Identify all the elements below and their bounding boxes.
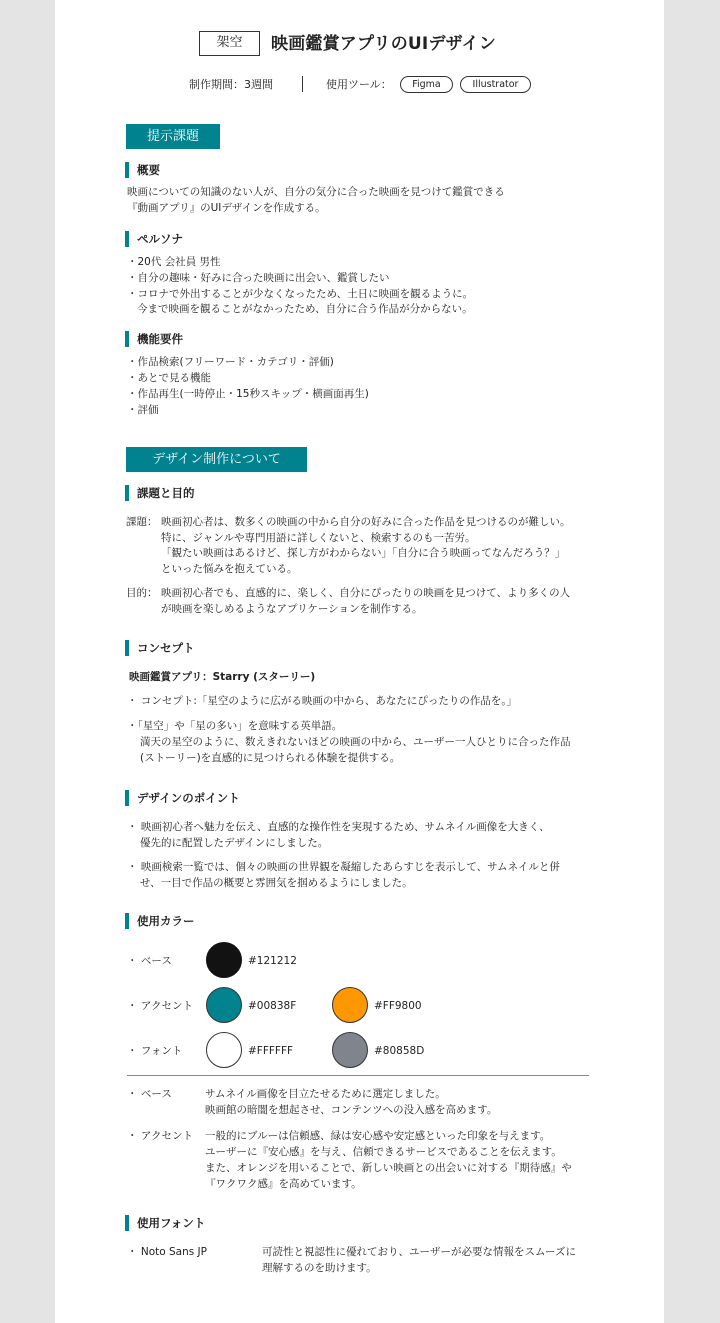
overview-line: 『動画アプリ』のUIデザインを作成する。 [127,202,326,214]
color-row-label: ・ フォント [127,1045,183,1057]
color-note-line: また、オレンジを用いることで、新しい映画との出会いに対する『期待感』や [205,1162,572,1174]
page-title: 映画鑑賞アプリのUIデザイン [271,34,497,54]
tool-pill-figma: Figma [400,76,453,93]
requirement-line: ・あとで見る機能 [127,372,211,384]
heading-accent-bar [125,231,129,247]
issue-label: 課題： [126,516,158,528]
requirement-line: ・評価 [127,404,159,416]
production-period: 制作期間：3週間 [189,78,273,91]
divider [127,1075,589,1076]
subheading-text: デザインのポイント [137,791,240,805]
heading-accent-bar [125,790,129,806]
persona-line: ・コロナで外出することが少なくなったため、土日に映画を観るように。 [127,288,474,300]
color-note-line: 映画館の暗闇を想起させ、コンテンツへの没入感を高めます。 [205,1104,498,1116]
meta-divider [302,76,303,92]
color-note-line: ユーザーに『安心感』を与え、信頼できるサービスであることを伝えます。 [205,1146,562,1158]
app-name: 映画鑑賞アプリ：Starry (スターリー) [129,671,316,683]
font-description-line: 可読性と視認性に優れており、ユーザーが必要な情報をスムーズに [262,1246,576,1258]
color-row-label: ・ ベース [127,955,172,967]
color-row-label: ・ アクセント [127,1000,194,1012]
issue-line: といった悩みを抱えている。 [161,563,298,575]
purpose-label: 目的： [126,587,158,599]
subheading-text: コンセプト [137,641,195,655]
heading-accent-bar [125,331,129,347]
subheading-text: 課題と目的 [137,486,195,500]
heading-accent-bar [125,162,129,178]
heading-accent-bar [125,913,129,929]
persona-line: ・自分の趣味・好みに合った映画に出会い、鑑賞したい [127,272,390,284]
requirement-line: ・作品検索(フリーワード・カテゴリ・評価) [127,356,334,368]
subheading-text: 概要 [137,163,160,177]
tool-pill-illustrator: Illustrator [460,76,531,93]
section-banner-brief: 提示課題 [126,124,220,149]
point-line: せ、一目で作品の概要と雰囲気を掴めるようにしました。 [140,877,413,889]
color-note-line: 一般的にブルーは信頼感、緑は安心感や安定感といった印象を与えます。 [205,1130,551,1142]
requirement-line: ・作品再生(一時停止・15秒スキップ・横画面再生) [127,388,369,400]
color-swatch-font-white [206,1032,242,1068]
heading-accent-bar [125,640,129,656]
heading-accent-bar [125,485,129,501]
heading-accent-bar [125,1215,129,1231]
point-bullet: ・ 映画検索一覧では、個々の映画の世界観を凝縮したあらすじを表示して、サムネイルと併 [127,861,560,873]
issue-line: 「観たい映画はあるけど、探し方がわからない」「自分に合う映画ってなんだろう？」 [161,547,566,559]
subheading-text: ペルソナ [137,232,183,246]
overview-line: 映画についての知識のない人が、自分の気分に合った映画を見つけて鑑賞できる [127,186,505,198]
color-swatch-font-gray [332,1032,368,1068]
color-note-line: 『ワクワク感』を高めています。 [205,1178,362,1190]
concept-line: 満天の星空のように、数えきれないほどの映画の中から、ユーザー一人ひとりに合った作品 [140,736,571,748]
portfolio-page [55,0,664,1323]
concept-bullet: ・ コンセプト:「星空のように広がる映画の中から、あなたにぴったりの作品を。」 [127,695,518,707]
concept-line: (ストーリー)を直感的に見つけられる体験を提供する。 [140,752,401,764]
color-hex-label: #FFFFFF [248,1045,294,1057]
font-name: ・ Noto Sans JP [127,1246,207,1258]
section-banner-design: デザイン制作について [126,447,307,472]
subheading-text: 使用カラー [137,914,195,928]
concept-bullet: ・「星空」や「星の多い」を意味する英単語。 [127,720,343,732]
subheading-text: 使用フォント [137,1216,206,1230]
fictional-badge: 架空 [199,31,260,56]
color-swatch-accent-orange [332,987,368,1023]
color-hex-label: #FF9800 [374,1000,422,1012]
point-bullet: ・ 映画初心者へ魅力を伝え、直感的な操作性を実現するため、サムネイル画像を大きく、 [127,821,550,833]
color-swatch-accent-teal [206,987,242,1023]
color-swatch-base [206,942,242,978]
purpose-line: 映画初心者でも、直感的に、楽しく、自分にぴったりの映画を見つけて、より多くの人 [161,587,571,599]
color-hex-label: #80858D [374,1045,425,1057]
persona-line: ・20代 会社員 男性 [127,256,221,268]
issue-line: 映画初心者は、数多くの映画の中から自分の好みに合った作品を見つけるのが難しい。 [161,516,571,528]
color-note-label: ・ ベース [127,1088,172,1100]
subheading-text: 機能要件 [137,332,183,346]
point-line: 優先的に配置したデザインにしました。 [140,837,329,849]
tools-label: 使用ツール： [326,78,392,91]
font-description-line: 理解するのを助けます。 [262,1262,377,1274]
issue-line: 特に、ジャンルや専門用語に詳しくないと、検索するのも一苦労。 [161,532,476,544]
color-note-line: サムネイル画像を目立たせるために選定しました。 [205,1088,446,1100]
color-note-label: ・ アクセント [127,1130,194,1142]
persona-line: 今まで映画を観ることがなかったため、自分に合う作品が分からない。 [137,303,473,315]
color-hex-label: #121212 [248,955,297,967]
color-hex-label: #00838F [248,1000,297,1012]
purpose-line: が映画を楽しめるようなアプリケーションを制作する。 [161,603,423,615]
